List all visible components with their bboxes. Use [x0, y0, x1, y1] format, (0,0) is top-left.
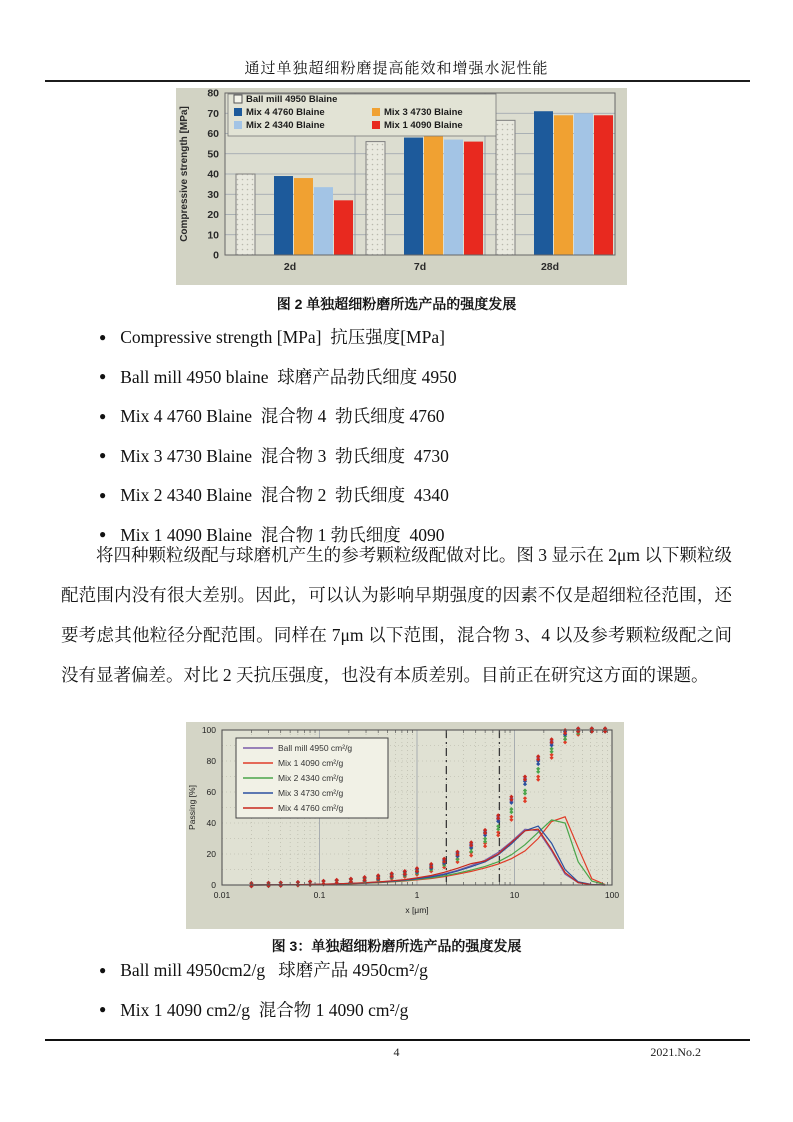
page-header-title: 通过单独超细粉磨提高能效和增强水泥性能: [244, 61, 549, 77]
svg-text:1: 1: [414, 890, 420, 900]
figure3-caption: 图 3：单独超细粉磨所选产品的强度发展: [271, 938, 522, 954]
svg-text:60: 60: [207, 128, 219, 140]
svg-text:20: 20: [206, 849, 216, 859]
list-item-text: Mix 1 4090 cm2/g 混合物 1 4090 cm²/g: [120, 999, 409, 1020]
bullet-icon: ●: [99, 408, 107, 423]
list-item-text: Ball mill 4950 blaine 球磨产品勃氏细度 4950: [120, 366, 457, 387]
svg-text:2d: 2d: [283, 261, 297, 273]
svg-text:7d: 7d: [413, 261, 427, 273]
list-item-text: Compressive strength [MPa] 抗压强度[MPa]: [120, 327, 445, 348]
list-item: [99, 990, 428, 1030]
svg-text:80: 80: [206, 756, 216, 766]
svg-text:100: 100: [604, 890, 620, 900]
svg-text:Mix 1 4090 Blaine: Mix 1 4090 Blaine: [384, 120, 463, 131]
page-number: 4: [393, 1045, 400, 1059]
list-item: [99, 475, 457, 515]
svg-text:x [μm]: x [μm]: [405, 905, 429, 915]
list-item: [99, 357, 457, 397]
svg-text:Passing [%]: Passing [%]: [187, 785, 197, 830]
svg-text:Mix 3 4730 cm²/g: Mix 3 4730 cm²/g: [278, 788, 344, 798]
svg-text:0: 0: [213, 249, 219, 262]
svg-text:0.1: 0.1: [313, 890, 326, 900]
figure3-legend-list: [99, 950, 428, 1029]
svg-text:Ball mill 4950 Blaine: Ball mill 4950 Blaine: [246, 94, 338, 105]
list-item-text: Mix 3 4730 Blaine 混合物 3 勃氏细度 4730: [120, 445, 449, 466]
list-item-text: Mix 1 4090 Blaine 混合物 1 勃氏细度 4090: [120, 524, 445, 545]
header-divider: [45, 80, 750, 82]
svg-text:100: 100: [201, 725, 216, 735]
footer-divider: [45, 1039, 750, 1041]
svg-text:20: 20: [207, 209, 219, 221]
svg-text:10: 10: [509, 890, 520, 900]
svg-text:Mix 2 4340 Blaine: Mix 2 4340 Blaine: [246, 120, 325, 131]
svg-text:Ball mill 4950 cm²/g: Ball mill 4950 cm²/g: [278, 743, 353, 753]
bullet-icon: ●: [99, 369, 107, 384]
svg-text:40: 40: [206, 818, 216, 828]
list-item: [99, 950, 428, 990]
svg-text:0.01: 0.01: [213, 890, 231, 900]
svg-text:80: 80: [207, 88, 219, 100]
svg-text:40: 40: [207, 168, 219, 181]
svg-text:70: 70: [207, 107, 219, 120]
figure2-caption: 图 2 单独超细粉磨所选产品的强度发展: [276, 296, 517, 312]
bullet-icon: ●: [99, 527, 107, 542]
svg-text:Mix 2 4340 cm²/g: Mix 2 4340 cm²/g: [278, 773, 344, 783]
bullet-icon: ●: [99, 448, 107, 463]
list-item-text: Mix 4 4760 Blaine 混合物 4 勃氏细度 4760: [120, 406, 445, 427]
svg-text:28d: 28d: [540, 261, 560, 273]
svg-text:60: 60: [206, 787, 216, 797]
svg-text:30: 30: [207, 188, 219, 201]
svg-text:50: 50: [207, 148, 219, 161]
journal-issue: 2021.No.2: [650, 1045, 701, 1059]
bullet-icon: ●: [99, 1002, 107, 1017]
svg-text:10: 10: [207, 229, 219, 242]
svg-text:Mix 4 4760 cm²/g: Mix 4 4760 cm²/g: [278, 803, 344, 813]
list-item: [99, 396, 457, 436]
figure3-psd-chart: [186, 722, 624, 929]
bullet-icon: ●: [99, 962, 107, 977]
list-item-text: Mix 2 4340 Blaine 混合物 2 勃氏细度 4340: [120, 485, 449, 506]
psd-chart-svg: [186, 722, 624, 929]
body-paragraph: 将四种颗粒级配与球磨机产生的参考颗粒级配做对比。图 3 显示在 2μm 以下颗粒级配范围内没有很大差别。因此，可以认为影响早期强度的因素不仅是超细粒径范围，还要考虑其他粒径分配范围。同样在 7μm 以下范围，混合物 3、4 以及参考颗粒级配之间没有显著偏差。对比 2 天抗压强度，也没有本质差别。目前正在研究这方面的课题。: [61, 545, 732, 685]
list-item: [99, 317, 457, 357]
list-item: [99, 436, 457, 476]
bullet-icon: ●: [99, 329, 107, 344]
bullet-icon: ●: [99, 487, 107, 502]
svg-text:0: 0: [211, 880, 216, 890]
svg-text:Mix 1 4090 cm²/g: Mix 1 4090 cm²/g: [278, 758, 344, 768]
svg-text:Compressive strength [MPa]: Compressive strength [MPa]: [179, 106, 190, 242]
bar-chart-svg: [176, 88, 627, 285]
svg-text:Mix 4 4760 Blaine: Mix 4 4760 Blaine: [246, 107, 325, 118]
figure2-legend-list: [99, 317, 457, 554]
svg-text:Mix 3 4730 Blaine: Mix 3 4730 Blaine: [384, 107, 463, 118]
list-item-text: Ball mill 4950cm2/g 球磨产品 4950cm²/g: [120, 960, 428, 981]
figure2-bar-chart: [176, 88, 627, 285]
